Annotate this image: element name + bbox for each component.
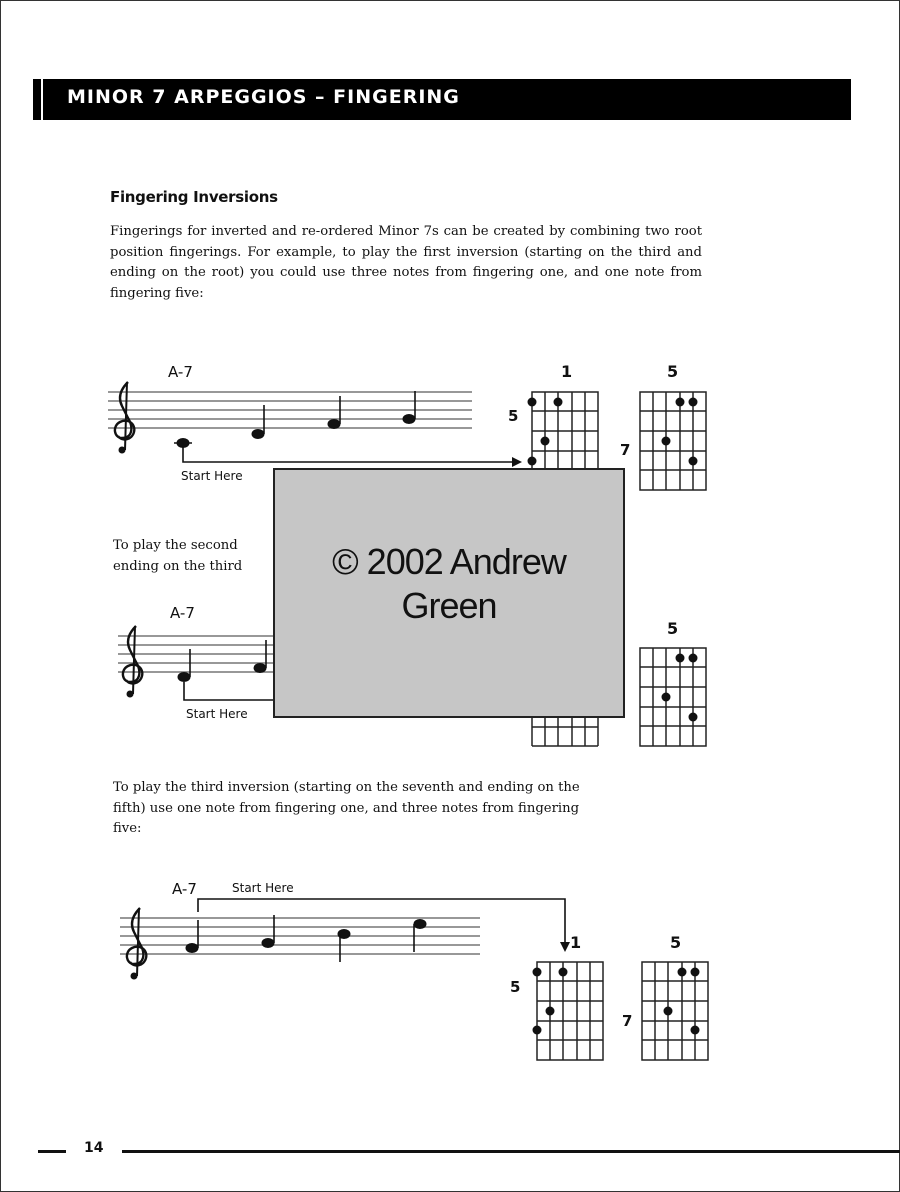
copyright-line-2: Green: [401, 585, 497, 626]
fingering-label-1b: 5: [667, 362, 679, 381]
chord-symbol-3: A-7: [172, 880, 197, 898]
footer-rule-right: [122, 1150, 900, 1153]
notes-2: [178, 640, 266, 682]
page-title: MINOR 7 ARPEGGIOS – FINGERING: [67, 86, 460, 108]
start-arrow-3: [198, 899, 565, 945]
staff-2: [118, 636, 275, 672]
copyright-line-1: © 2002 Andrew: [332, 541, 566, 582]
fretboard-2b: [640, 648, 706, 746]
footer-rule-left: [38, 1150, 66, 1153]
fingering-label-1a: 1: [561, 362, 573, 381]
arrow-head-1: [512, 457, 522, 467]
start-label-2: Start Here: [186, 707, 248, 721]
fretboard-1b: [640, 392, 706, 490]
arrow-head-3: [560, 942, 570, 952]
start-arrow-2: [184, 682, 275, 700]
copyright-overlay: [273, 468, 625, 718]
fret-label-3a: 5: [510, 978, 521, 996]
example-3: [120, 880, 708, 1060]
chord-symbol-1: A-7: [168, 363, 193, 381]
third-inversion-paragraph: To play the third inversion (starting on the seventh and ending on the fifth) use one note from fingering one, and three notes from fingering five:: [113, 780, 580, 836]
fretboard-2a-partial: [532, 718, 598, 746]
section-heading: Fingering Inversions: [110, 188, 278, 206]
fingering-label-2b: 5: [667, 619, 679, 638]
start-arrow-1: [183, 458, 515, 462]
copyright-text: [332, 540, 566, 628]
second-inversion-line-1: To play the second: [113, 538, 238, 553]
fingering-label-3b: 5: [670, 933, 682, 952]
second-inversion-line-2: ending on the third: [113, 558, 243, 574]
staff-1: [108, 392, 472, 428]
start-label-3: Start Here: [232, 881, 294, 895]
fret-label-3b: 7: [622, 1012, 633, 1030]
start-label-1: Start Here: [181, 469, 243, 483]
fretboard-3b: [642, 962, 708, 1060]
fingering-label-3a: 1: [570, 933, 582, 952]
chord-symbol-2: A-7: [170, 604, 195, 622]
fret-label-1b: 7: [620, 441, 631, 459]
intro-paragraph: Fingerings for inverted and re-ordered Minor 7s can be created by combining two root position fingerings. For example, to play the first inversion (starting on the third and ending on the root) you could use three notes from fingering one, and one note from fingering five:: [110, 224, 702, 301]
notes-3: [186, 915, 426, 962]
page-number: 14: [84, 1140, 104, 1156]
fret-label-1a: 5: [508, 407, 519, 425]
